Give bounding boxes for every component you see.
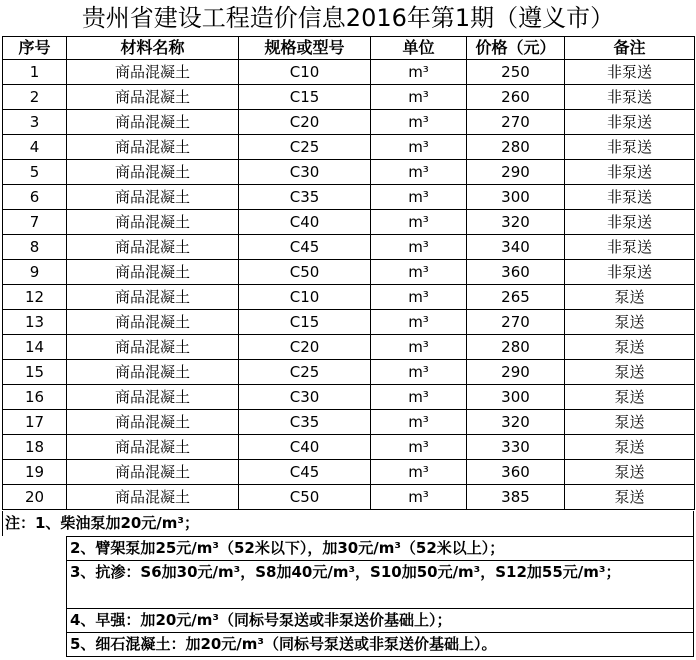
cell-price: 290 (467, 160, 565, 185)
cell-spec: C15 (239, 310, 371, 335)
cell-unit: m³ (371, 385, 467, 410)
cell-spec: C40 (239, 435, 371, 460)
cell-unit: m³ (371, 310, 467, 335)
table-row (3, 385, 695, 410)
table-row (3, 260, 695, 285)
cell-remark: 非泵送 (565, 210, 695, 235)
header-price: 价格（元） (467, 37, 565, 60)
table-row (3, 460, 695, 485)
cell-index: 14 (3, 335, 67, 360)
cell-unit: m³ (371, 60, 467, 85)
cell-material-name: 商品混凝土 (67, 260, 239, 285)
cell-price: 260 (467, 85, 565, 110)
cell-remark: 非泵送 (565, 260, 695, 285)
cell-remark: 非泵送 (565, 110, 695, 135)
cell-material-name: 商品混凝土 (67, 385, 239, 410)
cell-remark: 非泵送 (565, 135, 695, 160)
cell-remark: 泵送 (565, 360, 695, 385)
cell-unit: m³ (371, 260, 467, 285)
cell-spec: C10 (239, 60, 371, 85)
cell-material-name: 商品混凝土 (67, 135, 239, 160)
cell-unit: m³ (371, 485, 467, 510)
cell-remark: 泵送 (565, 285, 695, 310)
cell-index: 15 (3, 360, 67, 385)
note-2: 2、臂架泵加25元/m³（52米以下），加30元/m³（52米以上）； (67, 537, 693, 561)
cell-spec: C20 (239, 110, 371, 135)
cell-unit: m³ (371, 85, 467, 110)
cell-index: 6 (3, 185, 67, 210)
cell-index: 20 (3, 485, 67, 510)
page-title: 贵州省建设工程造价信息2016年第1期（遵义市） (81, 4, 615, 32)
cell-spec: C35 (239, 185, 371, 210)
cell-unit: m³ (371, 285, 467, 310)
cell-material-name: 商品混凝土 (67, 110, 239, 135)
cell-unit: m³ (371, 110, 467, 135)
cell-price: 300 (467, 185, 565, 210)
table-row (3, 310, 695, 335)
cell-material-name: 商品混凝土 (67, 185, 239, 210)
cell-index: 5 (3, 160, 67, 185)
notes-box (66, 536, 694, 657)
cell-unit: m³ (371, 435, 467, 460)
cell-remark: 泵送 (565, 335, 695, 360)
cell-spec: C25 (239, 360, 371, 385)
cell-spec: C40 (239, 210, 371, 235)
cell-price: 320 (467, 210, 565, 235)
cell-material-name: 商品混凝土 (67, 160, 239, 185)
cell-index: 3 (3, 110, 67, 135)
header-remark: 备注 (565, 37, 695, 60)
cell-material-name: 商品混凝土 (67, 210, 239, 235)
cell-price: 280 (467, 335, 565, 360)
cell-remark: 泵送 (565, 460, 695, 485)
header-material-name: 材料名称 (67, 37, 239, 60)
cell-price: 340 (467, 235, 565, 260)
table-row (3, 110, 695, 135)
cell-material-name: 商品混凝土 (67, 285, 239, 310)
cell-material-name: 商品混凝土 (67, 60, 239, 85)
cell-unit: m³ (371, 410, 467, 435)
cell-material-name: 商品混凝土 (67, 235, 239, 260)
table-row (3, 285, 695, 310)
cell-index: 19 (3, 460, 67, 485)
cell-unit: m³ (371, 210, 467, 235)
cell-remark: 泵送 (565, 310, 695, 335)
cell-spec: C20 (239, 335, 371, 360)
note-4: 4、早强：加20元/m³（同标号泵送或非泵送价基础上）； (67, 609, 693, 633)
cell-spec: C50 (239, 485, 371, 510)
cell-index: 18 (3, 435, 67, 460)
header-spec: 规格或型号 (239, 37, 371, 60)
cell-index: 12 (3, 285, 67, 310)
cell-index: 9 (3, 260, 67, 285)
cell-remark: 非泵送 (565, 60, 695, 85)
cell-unit: m³ (371, 235, 467, 260)
cell-remark: 泵送 (565, 410, 695, 435)
table-row (3, 335, 695, 360)
cell-price: 250 (467, 60, 565, 85)
cell-price: 300 (467, 385, 565, 410)
table-body (3, 60, 695, 510)
cell-index: 1 (3, 60, 67, 85)
cell-unit: m³ (371, 135, 467, 160)
table-row (3, 135, 695, 160)
cell-spec: C10 (239, 285, 371, 310)
header-index: 序号 (3, 37, 67, 60)
table-row (3, 185, 695, 210)
cell-material-name: 商品混凝土 (67, 435, 239, 460)
cell-spec: C45 (239, 235, 371, 260)
table-row (3, 360, 695, 385)
table-row (3, 210, 695, 235)
cell-material-name: 商品混凝土 (67, 310, 239, 335)
table-row (3, 235, 695, 260)
table-header-row (3, 37, 695, 60)
cell-index: 7 (3, 210, 67, 235)
cell-material-name: 商品混凝土 (67, 360, 239, 385)
cell-remark: 非泵送 (565, 235, 695, 260)
cell-unit: m³ (371, 335, 467, 360)
cell-unit: m³ (371, 185, 467, 210)
cell-unit: m³ (371, 360, 467, 385)
cell-price: 330 (467, 435, 565, 460)
note-5: 5、细石混凝土：加20元/m³（同标号泵送或非泵送价基础上）。 (70, 635, 497, 653)
cell-material-name: 商品混凝土 (67, 335, 239, 360)
cell-remark: 泵送 (565, 385, 695, 410)
cell-remark: 泵送 (565, 435, 695, 460)
cell-remark: 非泵送 (565, 185, 695, 210)
table-row (3, 60, 695, 85)
cell-spec: C30 (239, 160, 371, 185)
cell-price: 280 (467, 135, 565, 160)
cell-index: 17 (3, 410, 67, 435)
table-row (3, 160, 695, 185)
cell-spec: C25 (239, 135, 371, 160)
cell-index: 13 (3, 310, 67, 335)
cell-material-name: 商品混凝土 (67, 460, 239, 485)
cell-index: 16 (3, 385, 67, 410)
table-row (3, 410, 695, 435)
cell-index: 8 (3, 235, 67, 260)
cell-remark: 非泵送 (565, 160, 695, 185)
notes-section (2, 511, 694, 657)
cell-remark: 非泵送 (565, 85, 695, 110)
cell-spec: C35 (239, 410, 371, 435)
note-3: 3、抗渗：S6加30元/m³，S8加40元/m³，S10加50元/m³，S12加55元/m³； (67, 561, 693, 609)
cell-material-name: 商品混凝土 (67, 485, 239, 510)
cell-spec: C50 (239, 260, 371, 285)
cell-price: 360 (467, 460, 565, 485)
table-row (3, 485, 695, 510)
table-row (3, 435, 695, 460)
cell-price: 265 (467, 285, 565, 310)
cell-index: 4 (3, 135, 67, 160)
cell-material-name: 商品混凝土 (67, 410, 239, 435)
cell-price: 290 (467, 360, 565, 385)
cell-unit: m³ (371, 160, 467, 185)
cell-price: 270 (467, 110, 565, 135)
header-unit: 单位 (371, 37, 467, 60)
cell-spec: C45 (239, 460, 371, 485)
price-table (2, 36, 695, 510)
cell-price: 385 (467, 485, 565, 510)
cell-spec: C30 (239, 385, 371, 410)
cell-unit: m³ (371, 460, 467, 485)
cell-spec: C15 (239, 85, 371, 110)
note-1: 注：1、柴油泵加20元/m³； (2, 511, 694, 536)
cell-price: 360 (467, 260, 565, 285)
cell-price: 320 (467, 410, 565, 435)
cell-price: 270 (467, 310, 565, 335)
table-row (3, 85, 695, 110)
cell-index: 2 (3, 85, 67, 110)
cell-remark: 泵送 (565, 485, 695, 510)
cell-material-name: 商品混凝土 (67, 85, 239, 110)
